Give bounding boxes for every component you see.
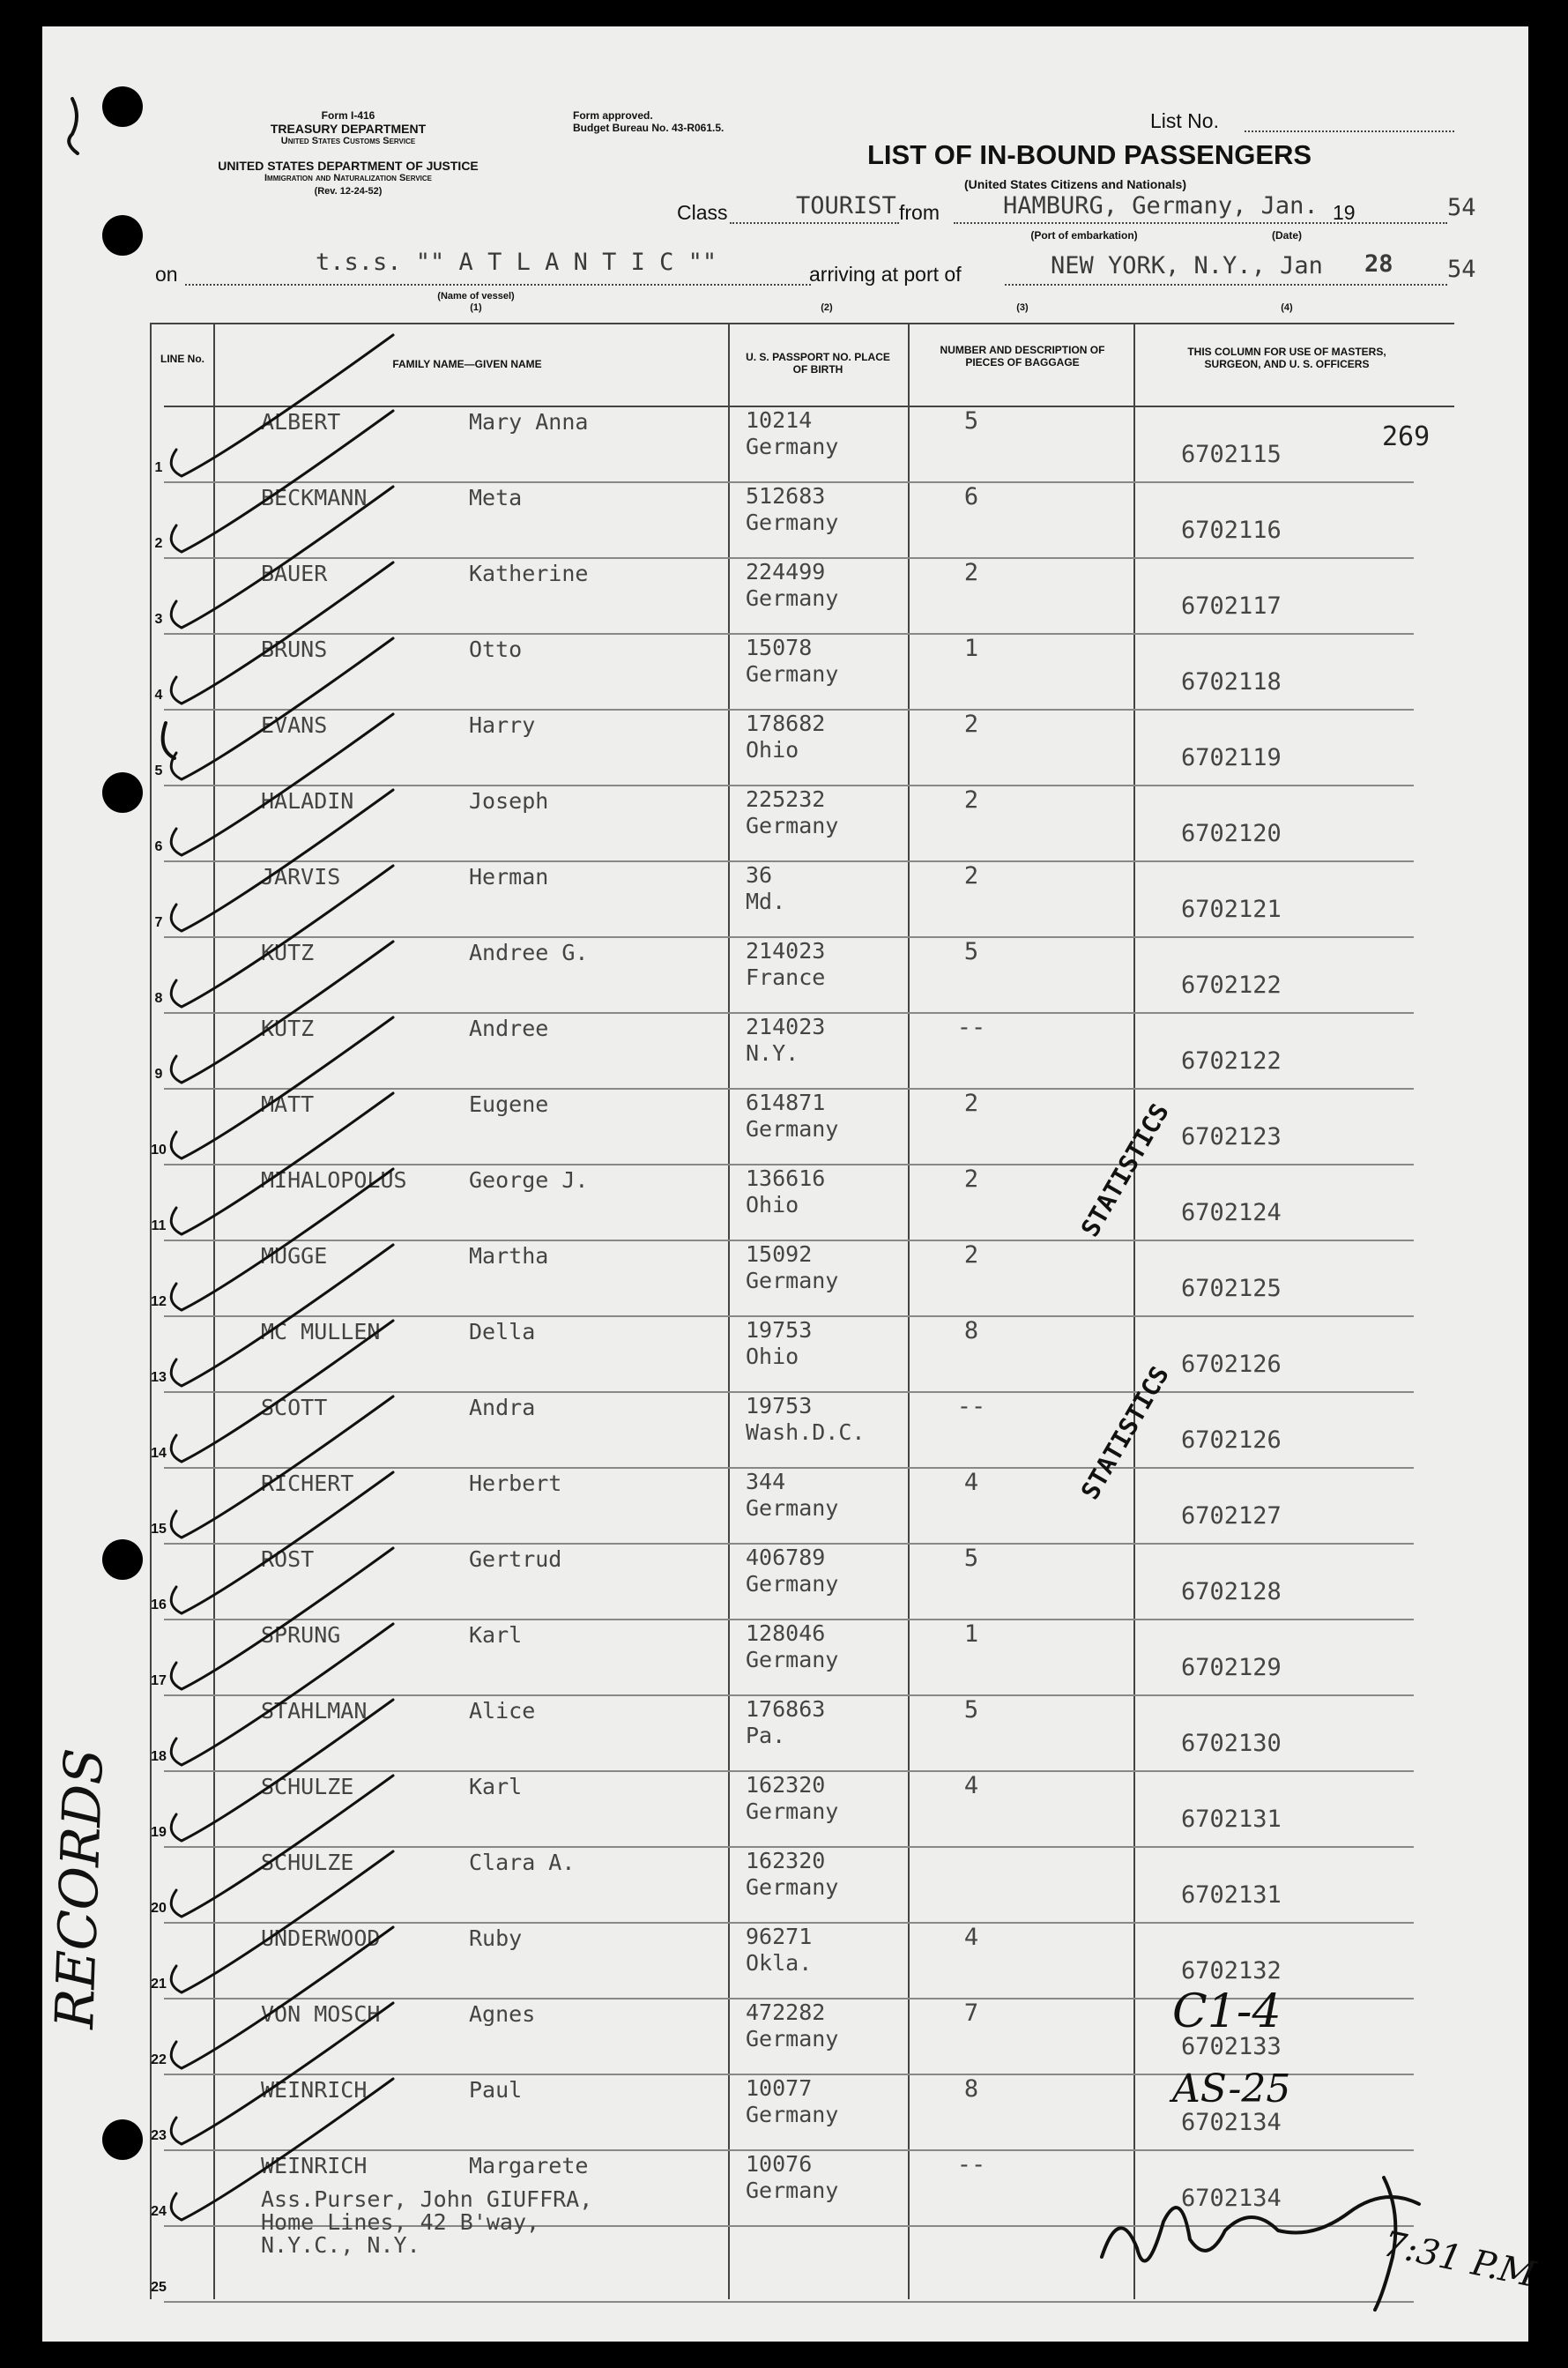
revision: (Rev. 12-24-52) [314,186,383,197]
marginal-marks [69,99,175,758]
officer-code: 6702126 [1181,1426,1282,1454]
vessel-caption: (Name of vessel) [437,291,515,302]
arriving-year: 54 [1447,256,1476,283]
place-of-birth: Germany [746,434,839,459]
arriving-date: 28 [1364,250,1393,278]
officer-code: 6702122 [1181,1047,1282,1075]
line-number: 3 [154,612,163,627]
on-label: on [155,263,178,286]
line-number: 21 [151,1977,167,1992]
baggage-count: 4 [963,1924,979,1951]
form-subtitle: (United States Citizens and Nationals) [963,177,1187,191]
check-mark-icon [171,562,393,704]
passport-number: 225232 [746,786,826,812]
passport-number: 512683 [746,483,826,509]
passport-number: 162320 [746,1772,826,1798]
col-header-passport: U. S. PASSPORT NO. PLACE OF BIRTH [746,351,890,376]
handwritten-note: C1-4 [1172,1985,1282,2038]
given-name: George J. [469,1167,589,1193]
given-name: Della [469,1319,536,1344]
officer-code: 6702133 [1181,2033,1282,2060]
check-mark-icon [171,1548,393,1689]
passport-number: 19753 [746,1317,813,1343]
place-of-birth: Ohio [746,737,799,763]
officer-code: 6702115 [1181,441,1282,468]
line-number: 7 [154,915,163,930]
family-name: MATT [261,1091,315,1117]
given-name: Agnes [469,2001,536,2027]
passport-number: 614871 [746,1090,826,1115]
form-number: Form I-416 [321,109,375,122]
check-mark-icon [171,1169,393,1310]
passport-number: 472282 [746,1999,826,2025]
line-number: 25 [151,2280,167,2295]
purser-line-3: N.Y.C., N.Y. [261,2232,420,2258]
officer-code: 6702124 [1181,1199,1282,1226]
baggage-count: 2 [963,1165,979,1193]
check-mark-icon [171,411,393,552]
passport-number: 19753 [746,1393,813,1419]
place-of-birth: Wash.D.C. [746,1419,866,1445]
check-mark-icon [171,790,393,931]
family-name: JARVIS [261,864,341,890]
check-mark-icon [171,1321,393,1462]
officer-code: 6702129 [1181,1654,1282,1681]
officer-code: 6702127 [1181,1502,1282,1530]
place-of-birth: Germany [746,661,839,687]
baggage-count: 8 [963,2075,979,2103]
passport-number: 15078 [746,635,813,660]
check-mark-icon [171,1700,393,1841]
line-number: 1 [154,460,163,475]
passport-number: 224499 [746,559,826,585]
purser-line-2: Home Lines, 42 B'way, [261,2209,540,2235]
officer-code: 6702134 [1181,2109,1282,2136]
check-mark-icon [171,942,393,1083]
class-label: Class [677,201,728,224]
check-mark-icon [171,866,393,1007]
family-name: ALBERT [261,409,341,435]
passport-number: 214023 [746,1014,826,1039]
form-title: LIST OF IN-BOUND PASSENGERS [867,139,1312,170]
place-of-birth: Pa. [746,1723,786,1748]
officer-code: 6702118 [1181,668,1282,696]
passport-number: 15092 [746,1241,813,1267]
given-name: Clara A. [469,1850,576,1875]
passport-number: 36 [746,862,773,888]
passport-number: 128046 [746,1620,826,1646]
customs-service: United States Customs Service [280,136,416,146]
given-name: Ruby [469,1925,523,1951]
line-number: 15 [151,1522,167,1537]
check-mark-icon [171,1472,393,1613]
place-of-birth: Germany [746,1116,839,1142]
given-name: Margarete [469,2153,589,2178]
line-number: 19 [151,1825,167,1840]
place-of-birth: Germany [746,2026,839,2052]
form-approved: Form approved. [573,109,653,122]
line-number: 8 [154,991,163,1006]
line-number: 2 [154,536,163,551]
statistics-stamp: STATISTICS [1075,1098,1175,1242]
baggage-count: 4 [963,1772,979,1799]
statistics-stamp: STATISTICS [1075,1361,1175,1505]
check-mark-icon [171,1776,393,1917]
baggage-count: 2 [963,862,979,890]
handwritten-time: 7:31 P.M [1379,2223,1539,2296]
officer-code: 6702119 [1181,744,1282,771]
check-mark-icon [171,1851,393,1992]
given-name: Paul [469,2077,523,2103]
passport-number: 162320 [746,1848,826,1873]
given-name: Otto [469,637,523,662]
line-number: 4 [154,688,163,703]
line-number: 20 [151,1901,167,1916]
family-name: SCOTT [261,1395,328,1420]
ins-service: Immigration and Naturalization Service [264,173,432,183]
officer-code: 6702123 [1181,1123,1282,1150]
place-of-birth: Germany [746,1495,839,1521]
given-name: Harry [469,712,536,738]
check-mark-icon [171,1624,393,1765]
signature-icon [1102,2178,1419,2310]
family-name: HALADIN [261,788,354,814]
given-name: Katherine [469,561,589,586]
place-of-birth: Germany [746,1571,839,1597]
records-handwriting: RECORDS [44,1746,116,2030]
officer-code: 6702126 [1181,1351,1282,1378]
line-number: 14 [151,1446,167,1461]
passport-number: 10076 [746,2151,813,2177]
check-mark-icon [171,638,393,779]
family-name: KUTZ [261,940,315,965]
given-name: Karl [469,1774,523,1799]
passport-number: 10077 [746,2075,813,2101]
line-number: 23 [151,2128,167,2143]
baggage-count: 2 [963,559,979,586]
given-name: Herbert [469,1471,562,1496]
passport-number: 10214 [746,407,813,433]
family-name: STAHLMAN [261,1698,368,1724]
family-name: ROST [261,1546,315,1572]
line-number: 10 [151,1143,167,1158]
passport-number: 136616 [746,1165,826,1191]
place-of-birth: Germany [746,2178,839,2203]
vessel-value: t.s.s. "" A T L A N T I C "" [316,249,717,276]
officer-code: 6702121 [1181,896,1282,923]
officer-code: 6702128 [1181,1578,1282,1605]
given-name: Andra [469,1395,536,1420]
family-name: MUGGE [261,1243,328,1269]
given-name: Gertrud [469,1546,562,1572]
handwritten-note: AS-25 [1172,2066,1291,2111]
given-name: Martha [469,1243,549,1269]
baggage-count: -- [956,1393,986,1420]
passport-number: 344 [746,1469,786,1494]
family-name: SCHULZE [261,1774,354,1799]
given-name: Joseph [469,788,549,814]
page-number: 269 [1382,421,1431,452]
family-name: UNDERWOOD [261,1925,381,1951]
place-of-birth: Germany [746,1268,839,1293]
line-number: 17 [151,1673,167,1688]
line-number: 5 [154,763,163,778]
list-no-label: List No. [1150,109,1219,132]
baggage-count: 4 [963,1469,979,1496]
officer-code: 6702120 [1181,820,1282,847]
officer-code: 6702130 [1181,1730,1282,1757]
arriving-label: arriving at port of [809,263,962,286]
passport-number: 406789 [746,1545,826,1570]
col-header-officers: THIS COLUMN FOR USE OF MASTERS, SURGEON, AND U. S. OFFICERS [1187,346,1386,370]
place-of-birth: Germany [746,2102,839,2127]
officer-code: 6702117 [1181,592,1282,620]
baggage-count: 1 [963,635,979,662]
family-name: MC MULLEN [261,1319,381,1344]
passport-number: 96271 [746,1924,813,1949]
baggage-count: 5 [963,407,979,435]
baggage-count: 8 [963,1317,979,1344]
check-mark-icon [171,487,393,628]
col-header-baggage: NUMBER AND DESCRIPTION OF PIECES OF BAGGAGE [940,344,1105,369]
check-mark-icon [171,1245,393,1386]
check-mark-icon [171,1396,393,1538]
line-number: 16 [151,1597,167,1612]
check-mark-icon [171,1927,393,2068]
from-label: from [899,201,940,224]
budget-bureau: Budget Bureau No. 43-R061.5. [573,122,725,134]
family-name: WEINRICH [261,2077,368,2103]
given-name: Karl [469,1622,523,1648]
place-of-birth: France [746,964,826,990]
treasury-dept: TREASURY DEPARTMENT [270,122,427,136]
col-header-name: FAMILY NAME—GIVEN NAME [392,358,542,370]
place-of-birth: Germany [746,510,839,535]
check-mark-icon [171,714,393,855]
line-number: 22 [151,2052,167,2067]
date-caption: (Date) [1271,229,1302,242]
family-name: BECKMANN [261,485,368,510]
line-number: 18 [151,1749,167,1764]
arriving-value: NEW YORK, N.Y., Jan [1051,252,1323,279]
baggage-count: -- [956,1014,986,1041]
given-name: Andree G. [469,940,589,965]
officer-code: 6702131 [1181,1806,1282,1833]
given-name: Eugene [469,1091,549,1117]
line-number: 6 [154,839,163,854]
place-of-birth: Germany [746,813,839,838]
officer-code: 6702116 [1181,517,1282,544]
baggage-count: 2 [963,1241,979,1269]
class-value: TOURIST [796,192,896,220]
passport-number: 176863 [746,1696,826,1722]
place-of-birth: Ohio [746,1344,799,1369]
family-name: BRUNS [261,637,328,662]
family-name: EVANS [261,712,328,738]
justice-dept: UNITED STATES DEPARTMENT OF JUSTICE [218,159,479,173]
baggage-count: 7 [963,1999,979,2027]
from-year: 54 [1447,194,1476,221]
family-name: MIHALOPOLUS [261,1167,407,1193]
port-embarkation-caption: (Port of embarkation) [1030,229,1138,242]
family-name: SCHULZE [261,1850,354,1875]
officer-code: 6702134 [1181,2185,1282,2212]
line-number: 24 [151,2204,167,2219]
given-name: Herman [469,864,549,890]
col-header-line: LINE No. [160,353,204,365]
officer-code: 6702131 [1181,1881,1282,1909]
place-of-birth: Ohio [746,1192,799,1218]
line-number: 11 [151,1218,167,1233]
check-mark-icon [171,335,393,476]
purser-line-1: Ass.Purser, John GIUFFRA, [261,2186,593,2212]
check-mark-icon [171,2079,393,2220]
check-mark-icon [171,2003,393,2144]
given-name: Meta [469,485,523,510]
line-number: 12 [151,1294,167,1309]
family-name: WEINRICH [261,2153,368,2178]
baggage-count: 5 [963,938,979,965]
given-name: Mary Anna [469,409,589,435]
baggage-count: 1 [963,1620,979,1648]
given-name: Alice [469,1698,536,1724]
line-number: 9 [154,1067,163,1082]
baggage-count: 2 [963,786,979,814]
family-name: BAUER [261,561,328,586]
officer-code: 6702122 [1181,972,1282,999]
place-of-birth: Germany [746,1798,839,1824]
baggage-count: 5 [963,1696,979,1724]
place-of-birth: Germany [746,585,839,611]
passport-number: 214023 [746,938,826,964]
officer-code: 6702132 [1181,1957,1282,1985]
place-of-birth: Okla. [746,1950,813,1976]
baggage-count: 6 [963,483,979,510]
family-name: RICHERT [261,1471,354,1496]
family-name: VON MOSCH [261,2001,381,2027]
place-of-birth: N.Y. [746,1040,799,1066]
place-of-birth: Germany [746,1647,839,1672]
place-of-birth: Germany [746,1874,839,1900]
baggage-count: -- [956,2151,986,2178]
baggage-count: 2 [963,1090,979,1117]
officer-code: 6702125 [1181,1275,1282,1302]
family-name: SPRUNG [261,1622,341,1648]
line-number: 13 [151,1370,167,1385]
family-name: KUTZ [261,1016,315,1041]
from-date: 19 [1333,201,1356,224]
check-mark-icon [171,1093,393,1234]
check-mark-icon [171,1017,393,1158]
passport-number: 178682 [746,711,826,736]
given-name: Andree [469,1016,549,1041]
baggage-count: 5 [963,1545,979,1572]
place-of-birth: Md. [746,889,786,914]
from-value: HAMBURG, Germany, Jan. [1003,192,1319,220]
baggage-count: 2 [963,711,979,738]
